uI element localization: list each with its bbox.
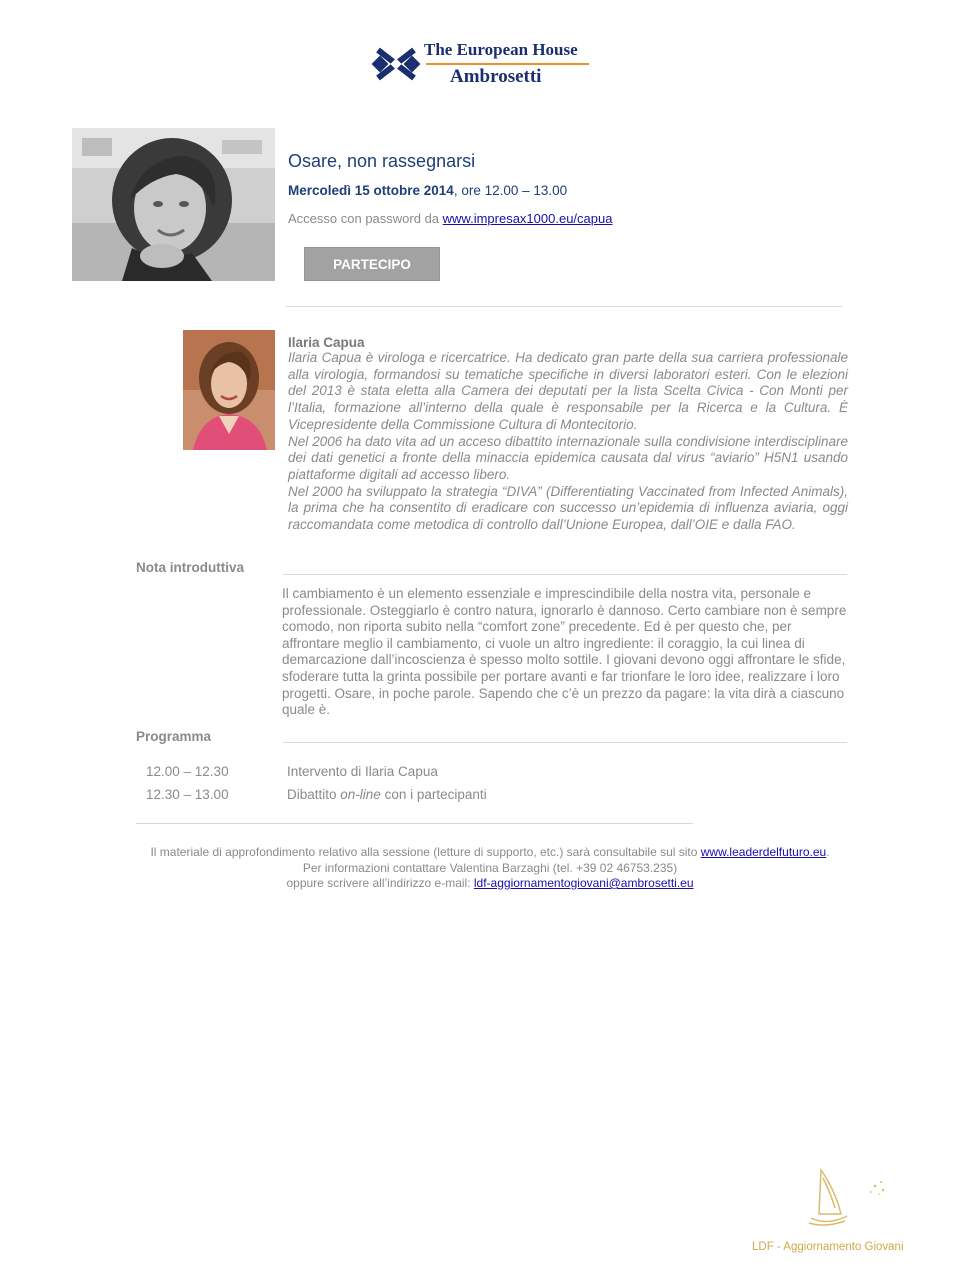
program-time: 12.00 – 12.30 <box>146 764 229 779</box>
logo-text-line2: Ambrosetti <box>450 66 542 87</box>
program-time: 12.30 – 13.00 <box>146 787 229 802</box>
ldf-caption: LDF - Aggiornamento Giovani <box>752 1241 904 1253</box>
footer-line-2: Per informazioni contattare Valentina Barzaghi (tel. +39 02 46753.235) <box>302 861 678 875</box>
divider <box>136 823 693 824</box>
access-line <box>288 211 612 226</box>
ambrosetti-logo-icon <box>372 44 420 84</box>
divider <box>283 574 847 575</box>
speaker-name: Ilaria Capua <box>288 335 365 350</box>
email-link[interactable]: ldf-aggiornamentogiovani@ambrosetti.eu <box>473 876 694 890</box>
program-desc-em: on-line <box>340 787 381 802</box>
access-label: Accesso con password da <box>288 211 443 226</box>
event-date-bold: Mercoledì 15 ottobre 2014 <box>288 183 454 198</box>
logo-underline <box>426 63 589 65</box>
footer-text: . <box>826 845 830 859</box>
footer-text: Il materiale di approfondimento relativo alla sessione (letture di supporto, etc.) sarà consultabile sul sito <box>150 845 701 859</box>
bio-paragraph: Nel 2000 ha sviluppato la strategia “DIVA” (Differentiating Vaccinated from Infected Animals), la prima che ha consentito di eradicare con successo un’epidemia di influenza aviaria, oggi raccomandata come metodica di controllo dall’Unione Europea, dall’OIE e dalla FAO. <box>288 483 848 533</box>
sailboat-icon <box>805 1168 890 1230</box>
program-desc-pre: Dibattito <box>287 787 341 802</box>
bio-paragraph: Nel 2006 ha dato vita ad un acceso dibattito internazionale sulla condivisione interdisciplinare dei dati genetici a fronte della minaccia epidemica causata dal virus “aviario” H5N1 usando piattaforme digitali ad accesso libero. <box>288 433 848 482</box>
footer-line-3 <box>0 876 960 890</box>
divider <box>283 742 847 743</box>
intro-heading: Nota introduttiva <box>136 560 244 575</box>
leaderdelfuturo-link[interactable]: www.leaderdelfuturo.eu <box>700 845 827 859</box>
speaker-header-photo <box>72 128 275 281</box>
program-desc <box>287 787 487 802</box>
speaker-portrait <box>183 330 275 450</box>
program-desc: Intervento di Ilaria Capua <box>287 764 438 779</box>
access-link[interactable]: www.impresax1000.eu/capua <box>442 211 613 226</box>
footer-text: oppure scrivere all’indirizzo e-mail: <box>286 876 474 890</box>
divider <box>286 306 842 307</box>
footer-line-1 <box>0 845 960 859</box>
event-time: , ore 12.00 – 13.00 <box>453 183 568 198</box>
program-desc-post: con i partecipanti <box>380 787 487 802</box>
speaker-bio <box>288 350 848 534</box>
event-title: Osare, non rassegnarsi <box>288 151 476 171</box>
partecipo-button[interactable]: PARTECIPO <box>304 247 440 281</box>
event-date <box>288 183 567 198</box>
logo-text-line1: The European House <box>424 40 578 59</box>
program-heading: Programma <box>136 729 212 744</box>
bio-paragraph: Ilaria Capua è virologa e ricercatrice. Ha dedicato gran parte della sua carriera professionale alla virologia, formandosi su tematiche specifiche in diversi laboratori esteri. Con le elezioni del 2013 è stata eletta alla Camera dei deputati per la lista Scelta Civica - Con Monti per l’Italia, formazione all’interno della quale è responsabile per la Ricerca e la Cultura. È Vicepresidente della Commissione Cultura di Montecitorio. <box>288 350 848 432</box>
intro-text: Il cambiamento è un elemento essenziale e imprescindibile della nostra vita, personale e professionale. Osteggiarlo è contro natura, ignorarlo è dannoso. Certo cambiare non è sempre comodo, non riporta subito nella “comfort zone” precedente. Ed è per questo che, per affrontare meglio il cambiamento, ci vuole un altro ingrediente: il coraggio, la cui linea di demarcazione dall’incoscienza è spesso molto sottile. I giovani devono oggi affrontare le sfide, sfoderare tutta la grinta possibile per portare avanti e far trionfare le loro idee, realizzare i loro progetti. Osare, in poche parole. Sapendo che c’è un prezzo da pagare: la vita dirà a ciascuno quale è. <box>282 586 847 718</box>
